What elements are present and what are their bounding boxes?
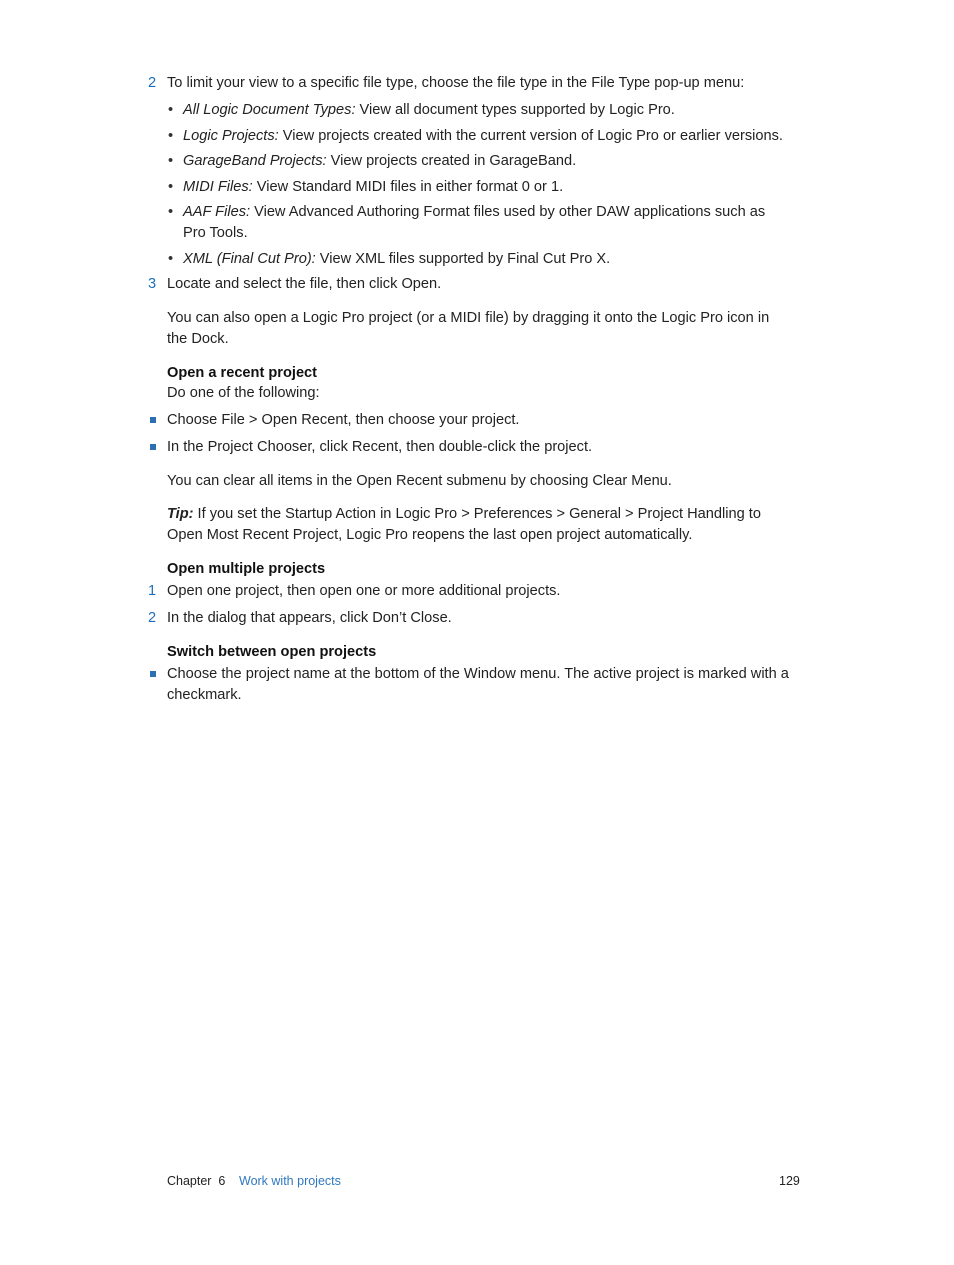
section-heading-multiple: Open multiple projects (167, 561, 326, 577)
note-text: You can clear all items in the Open Recent submenu by choosing Clear Menu. (167, 473, 672, 489)
bullet-dot: • (168, 251, 174, 267)
tip-text: If you set the Startup Action in Logic Pro > Preferences > General > Project Handling to Open Most Recent Project, Logic Pro reopens the last open project automatically. (167, 506, 761, 543)
step-number: 3 (148, 276, 157, 292)
bullet-dot: • (168, 179, 174, 195)
step-number: 2 (148, 610, 157, 626)
bullet-term: All Logic Document Types: (183, 102, 356, 118)
section-heading-recent: Open a recent project (167, 365, 318, 381)
bullet-term: XML (Final Cut Pro): (183, 251, 316, 267)
bullet-desc: View projects created with the current version of Logic Pro or earlier versions. (278, 128, 783, 144)
step-number: 2 (148, 75, 157, 91)
bullet-term: MIDI Files: (183, 179, 253, 195)
step-text: To limit your view to a specific file type, choose the file type in the File Type pop-up menu: (167, 75, 745, 91)
bullet-dot: • (168, 153, 174, 169)
square-bullet-icon (150, 417, 156, 423)
step-number: 1 (148, 583, 157, 599)
bullet-desc: View Advanced Authoring Format files used by other DAW applications such as Pro Tools. (183, 204, 766, 241)
note-text: You can also open a Logic Pro project (or a MIDI file) by dragging it onto the Logic Pro icon in the Dock. (167, 310, 770, 347)
page-number: 129 (779, 1174, 800, 1188)
option-text: Choose File > Open Recent, then choose your project. (167, 412, 520, 428)
bullet-desc: View XML files supported by Final Cut Pro X. (315, 251, 611, 267)
step-text: Open one project, then open one or more additional projects. (167, 583, 561, 599)
bullet-dot: • (168, 128, 174, 144)
square-bullet-icon (150, 444, 156, 450)
tip-label: Tip: (167, 506, 194, 522)
option-text: In the Project Chooser, click Recent, then double-click the project. (167, 439, 593, 455)
bullet-term: AAF Files: (183, 204, 251, 220)
bullet-dot: • (168, 102, 174, 118)
bullet-desc: View projects created in GarageBand. (326, 153, 577, 169)
square-bullet-icon (150, 671, 156, 677)
intro-text: Do one of the following: (167, 385, 320, 401)
chapter-label: Chapter 6 (167, 1174, 226, 1188)
section-heading-switch: Switch between open projects (167, 644, 377, 660)
step-text: In the dialog that appears, click Don’t Close. (167, 610, 452, 626)
bullet-term: Logic Projects: (183, 128, 279, 144)
step-text: Locate and select the file, then click Open. (167, 276, 442, 292)
bullet-dot: • (168, 204, 174, 220)
bullet-term: GarageBand Projects: (183, 153, 327, 169)
chapter-title-link[interactable]: Work with projects (239, 1174, 341, 1188)
option-text: Choose the project name at the bottom of the Window menu. The active project is marked with a checkmark. (167, 666, 789, 703)
bullet-desc: View Standard MIDI files in either format 0 or 1. (252, 179, 564, 195)
bullet-desc: View all document types supported by Logic Pro. (355, 102, 675, 118)
